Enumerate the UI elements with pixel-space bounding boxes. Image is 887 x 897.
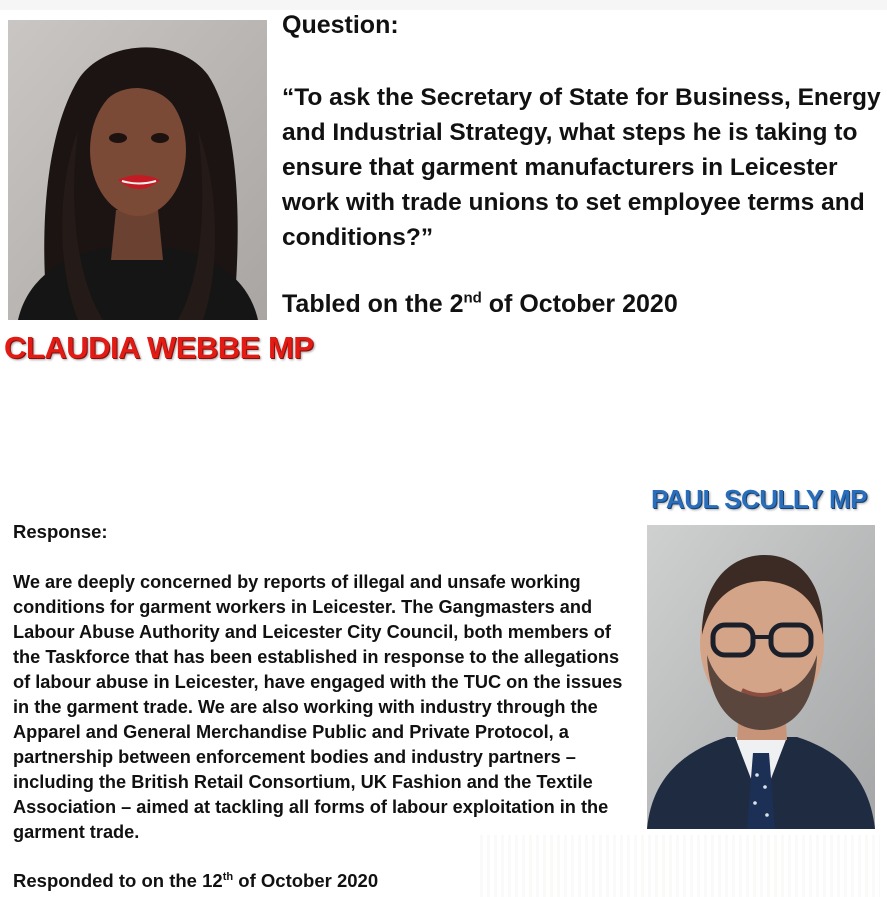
- faint-background-texture: [480, 835, 880, 897]
- response-date: [13, 870, 378, 892]
- top-strip: [0, 0, 887, 10]
- questioner-portrait: [8, 20, 267, 320]
- response-date-suffix: of October 2020: [233, 870, 379, 891]
- responder-name: PAUL SCULLY MP: [651, 484, 867, 514]
- question-tabled-date: [282, 290, 678, 319]
- tabled-suffix: of October 2020: [481, 290, 678, 318]
- tabled-ordinal: nd: [463, 289, 482, 307]
- responder-portrait: [647, 525, 875, 829]
- question-label: Question:: [282, 11, 399, 39]
- response-text: We are deeply concerned by reports of illegal and unsafe working conditions for garment workers in Leicester. The Gangmasters and Labour Abuse Authority and Leicester City Council, both members of the Taskforce that has been established in response to the allegations of labour abuse in Leicester, have engaged with the TUC on the issues in the garment trade. We are also working with industry through the Apparel and General Merchandise Public and Private Protocol, a partnership between enforcement bodies and industry partners – including the British Retail Consortium, UK Fashion and the Textile Association – aimed at tackling all forms of labour exploitation in the garment trade.: [13, 572, 623, 842]
- tabled-prefix: Tabled on the 2: [282, 290, 464, 318]
- questioner-name: CLAUDIA WEBBE MP: [4, 330, 314, 365]
- question-text: “To ask the Secretary of State for Business, Energy and Industrial Strategy, what steps he is taking to ensure that garment manufacturers in Leicester work with trade unions to set employee terms and conditions?”: [282, 84, 881, 251]
- response-label: Response:: [13, 521, 108, 542]
- response-date-prefix: Responded to on the 12: [13, 870, 223, 891]
- response-date-ordinal: th: [222, 870, 234, 883]
